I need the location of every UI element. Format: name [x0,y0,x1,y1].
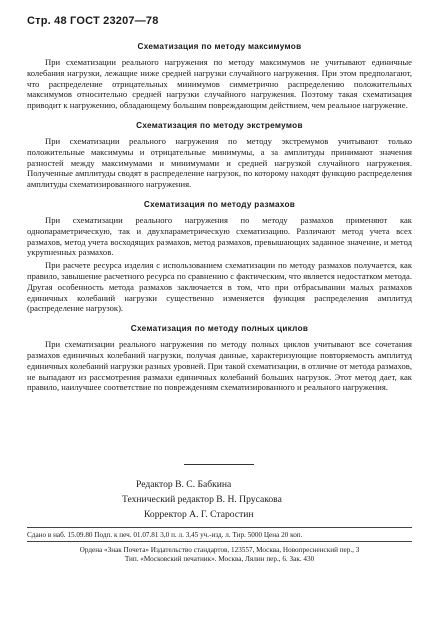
document-body [27,36,412,403]
section-paragraph: При схематизации реального нагружения по методу размахов применяют как однопараметрическую, так и двухпараметрическую схематизацию. Различают метод учета всех размахов, метод учета восходящих размахов, метод размахов, превышающих заданное значение, и метод укрупненных размахов. [27,214,412,258]
section-heading: Схематизация по методу размахов [143,199,296,209]
section-heading: Схематизация по методу экстремумов [136,120,303,130]
section-heading: Схематизация по методу максимумов [137,42,302,51]
footer-rule-bottom [27,541,412,542]
divider-line [184,464,254,465]
publication-info: Сдано в наб. 15.09.80 Подп. к печ. 01.07.81 3,0 п. л. 3,45 уч.-изд. л. Тир. 5000 Цена 20 коп. [27,531,303,539]
footer-rule-top [27,527,412,528]
credits-block [122,477,282,522]
section-full-cycles [27,324,412,393]
section-paragraph: При схематизации реального нагружения по методу полных циклов учитывают все сочетания размахов единичных колебаний нагрузки, получая данные, характеризующие повторяемость амплитуд единичных колебаний нагрузки разных уровней. При такой схематизации, в отличие от метода размахов, не выпадают из рассмотрения размахи единичных колебаний больших нагрузок. Этот метод дает, как правило, наилучшее соответствие по повреждениям схематизированного и реального нагружения. [27,339,412,393]
section-paragraph: При схематизации реального нагружения по методу экстремумов учитывают только положительные максимумы и отрицательные минимумы, а за амплитуды принимают значения разностей между максимумами и минимумами и средней нагрузкой случайного нагружения. Полученные амплитуды сводят в распределение нагрузок, по которому находят функцию распределения амплитуды схематизированного нагружения. [27,135,412,190]
section-extrema [27,121,412,190]
section-maxima [27,42,412,111]
printer-info [27,546,412,564]
printer-line: Ордена «Знак Почета» Издательство стандартов, 123557, Москва, Новопресненский пер., 3 [79,546,360,554]
section-paragraph: При схематизации реального нагружения по методу максимумов не учитывают единичные колебания нагрузки, лежащие ниже средней нагрузки случайного нагружения. При этом предполагают, что распределение отрицательных минимумов симметрично распределению положительных максимумов относительно средней нагрузки случайного нагружения. Поэтому такая схематизация приводит к нагружению, обладающему большим повреждающим действием, чем реальное нагружение. [27,57,412,111]
section-paragraph: При расчете ресурса изделия с использованием схематизации по методу размахов получается, как правило, завышение расчетного ресурса по сравнению с фактическим, что является недостатком метода. Другая особенность метода размахов заключается в том, что при отбрасывании малых размахов единичных колебаний нагрузки существенно изменяется функция распределения амплитуд (распределение нагрузок). [27,260,412,314]
printer-line: Тип. «Московский печатник». Москва, Лялин пер., 6. Зак. 430 [124,555,315,563]
tech-editor-credit: Технический редактор В. Н. Прусакова [122,494,282,505]
section-heading: Схематизация по методу полных циклов [130,324,309,334]
proofreader-credit: Корректор А. Г. Старостин [144,509,254,520]
editor-credit: Редактор В. С. Бабкина [136,479,232,490]
page-header: Стр. 48 ГОСТ 23207—78 [27,15,159,27]
section-ranges [27,200,412,314]
